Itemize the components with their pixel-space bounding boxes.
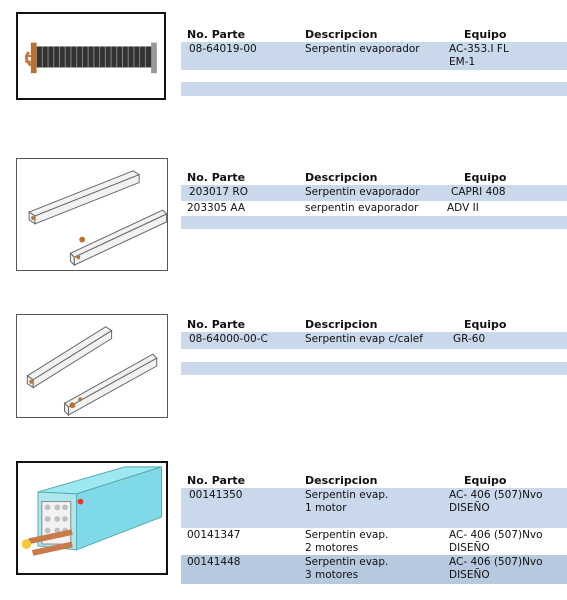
description: Serpentin evaporador bbox=[305, 43, 420, 55]
header-desc: Descripcion bbox=[305, 318, 378, 331]
coil-pair-icon bbox=[17, 159, 167, 270]
header-desc: Descripcion bbox=[305, 28, 378, 41]
header-part: No. Parte bbox=[187, 318, 246, 331]
description: Serpentin evap. 2 motores bbox=[305, 529, 389, 554]
description: Serpentin evap c/calef bbox=[305, 333, 423, 345]
equipment: AC-353.I FL EM-1 bbox=[449, 43, 509, 68]
parts-table-1 bbox=[181, 28, 567, 96]
coil-photo-4 bbox=[16, 461, 168, 575]
part-number: 203017 RO bbox=[189, 186, 248, 198]
part-number: 203305 AA bbox=[187, 202, 246, 214]
description: Serpentin evap. 1 motor bbox=[305, 489, 389, 514]
part-number: 08-64019-00 bbox=[189, 43, 257, 55]
part-number: 00141350 bbox=[189, 489, 243, 501]
header-part: No. Parte bbox=[187, 171, 246, 184]
equipment: AC- 406 (507)Nvo DISEÑO bbox=[449, 556, 543, 581]
table-header bbox=[181, 171, 567, 185]
description: Serpentin evap. 3 motores bbox=[305, 556, 389, 581]
header-desc: Descripcion bbox=[305, 171, 378, 184]
table-row-empty bbox=[181, 216, 567, 229]
equipment: AC- 406 (507)Nvo DISEÑO bbox=[449, 489, 543, 514]
equipment: ADV II bbox=[447, 202, 479, 214]
equipment: GR-60 bbox=[453, 333, 486, 345]
table-row bbox=[181, 488, 567, 528]
table-row bbox=[181, 528, 567, 555]
table-row-empty bbox=[181, 362, 567, 375]
table-header bbox=[181, 28, 567, 42]
table-header bbox=[181, 474, 567, 488]
header-part: No. Parte bbox=[187, 474, 246, 487]
coil-photo-3 bbox=[16, 314, 168, 418]
header-part: No. Parte bbox=[187, 28, 246, 41]
header-equip: Equipo bbox=[464, 171, 507, 184]
header-equip: Equipo bbox=[464, 318, 507, 331]
table-header bbox=[181, 318, 567, 332]
evaporator-unit-icon bbox=[18, 463, 166, 573]
coil-pair-heater-icon bbox=[17, 315, 167, 417]
description: serpentin evaporador bbox=[305, 202, 419, 214]
header-equip: Equipo bbox=[464, 28, 507, 41]
parts-table-4 bbox=[181, 474, 567, 584]
part-number: 00141347 bbox=[187, 529, 241, 541]
part-number: 00141448 bbox=[187, 556, 241, 568]
table-row bbox=[181, 185, 567, 201]
table-row bbox=[181, 332, 567, 349]
table-row-empty bbox=[181, 82, 567, 96]
equipment: CAPRI 408 bbox=[451, 186, 506, 198]
description: Serpentin evaporador bbox=[305, 186, 420, 198]
equipment: AC- 406 (507)Nvo DISEÑO bbox=[449, 529, 543, 554]
table-row bbox=[181, 555, 567, 584]
header-desc: Descripcion bbox=[305, 474, 378, 487]
table-row bbox=[181, 201, 567, 216]
parts-table-3 bbox=[181, 318, 567, 375]
table-row bbox=[181, 42, 567, 70]
part-number: 08-64000-00-C bbox=[189, 333, 268, 345]
header-equip: Equipo bbox=[464, 474, 507, 487]
coil-photo-2 bbox=[16, 158, 168, 271]
finned-coil-icon bbox=[18, 14, 164, 98]
coil-photo-1 bbox=[16, 12, 166, 100]
parts-table-2 bbox=[181, 171, 567, 229]
